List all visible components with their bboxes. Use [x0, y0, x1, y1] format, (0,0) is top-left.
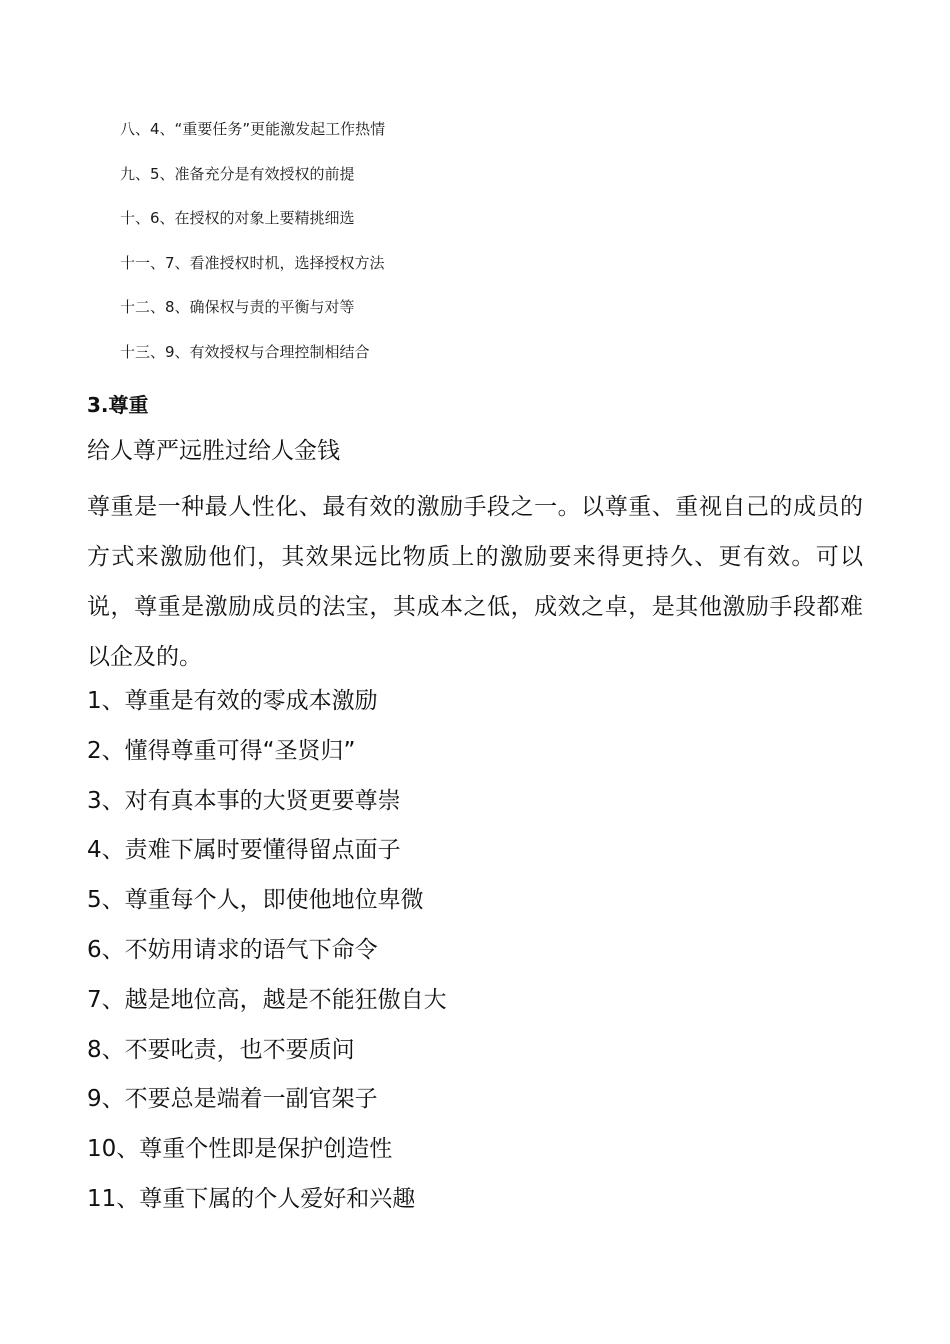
- toc-item: 十三、9、有效授权与合理控制相结合: [120, 342, 370, 361]
- list-item: 1、尊重是有效的零成本激励: [87, 688, 378, 714]
- toc-item: 十二、8、确保权与责的平衡与对等: [120, 298, 355, 316]
- list-item: 4、责难下属时要懂得留点面子: [87, 837, 401, 864]
- toc-list: [120, 118, 385, 385]
- list-item: 11、尊重下属的个人爱好和兴趣: [87, 1185, 416, 1212]
- list-item: 6、不妨用请求的语气下命令: [87, 936, 378, 963]
- toc-item: 十、6、在授权的对象上要精挑细选: [120, 209, 355, 227]
- section-paragraph: 尊重是一种最人性化、最有效的激励手段之一。以尊重、重视自己的成员的方式来激励他们，其效果远比物质上的激励要来得更持久、更有效。可以说，尊重是激励成员的法宝，其成本之低，成效之卓，是其他激励手段都难以企及的。: [87, 494, 863, 670]
- list-item: 5、尊重每个人，即使他地位卑微: [87, 887, 424, 914]
- list-item: 7、越是地位高，越是不能狂傲自大: [87, 986, 447, 1013]
- list-item: 10、尊重个性即是保护创造性: [87, 1136, 393, 1163]
- section-heading: 3.尊重: [87, 393, 149, 417]
- list-item: 2、懂得尊重可得“圣贤归”: [87, 737, 356, 764]
- numbered-list: [87, 676, 447, 1224]
- list-item: 3、对有真本事的大贤更要尊崇: [87, 787, 401, 814]
- toc-item: 九、5、准备充分是有效授权的前提: [120, 164, 355, 183]
- list-item: 8、不要叱责，也不要质问: [87, 1036, 355, 1063]
- toc-item: 十一、7、看准授权时机，选择授权方法: [120, 253, 385, 272]
- toc-item: 八、4、“重要任务”更能激发起工作热情: [120, 120, 386, 138]
- list-item: 9、不要总是端着一副官架子: [87, 1086, 378, 1113]
- section-subtitle: 给人尊严远胜过给人金钱: [87, 438, 340, 464]
